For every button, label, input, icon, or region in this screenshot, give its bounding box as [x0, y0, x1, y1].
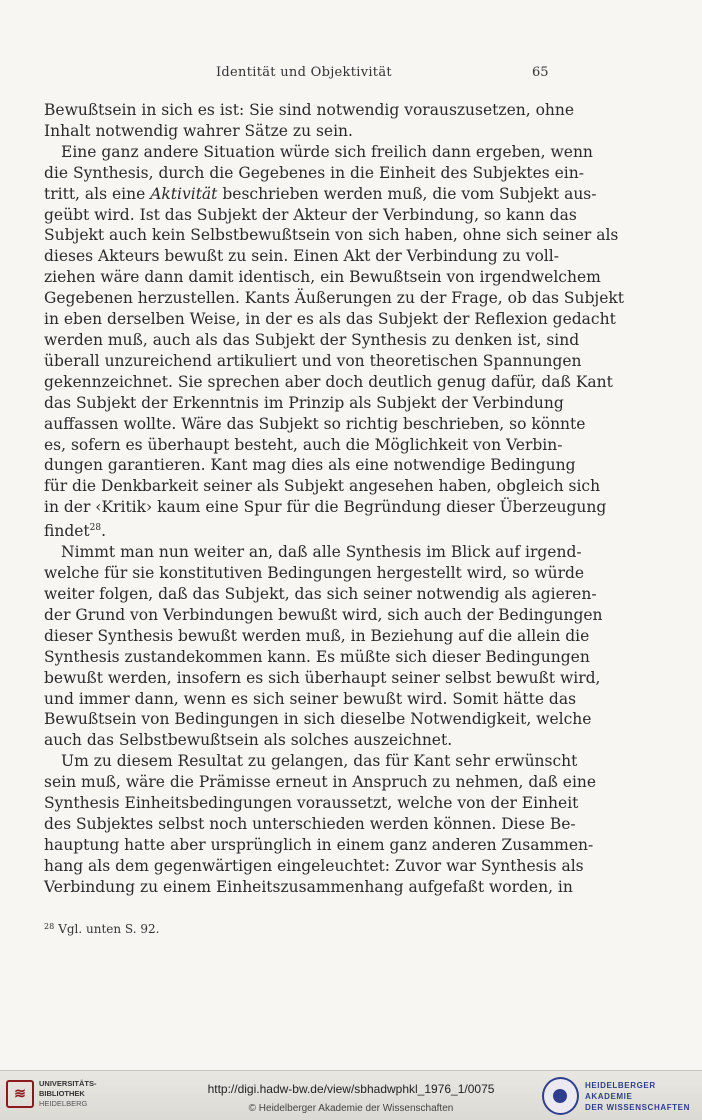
text-line: Bewußtsein in sich es ist: Sie sind notwendig vorauszusetzen, ohne — [44, 101, 575, 119]
body-text — [44, 100, 625, 898]
library-name-line: HEIDELBERG — [39, 1099, 88, 1108]
academy-logo[interactable] — [542, 1077, 702, 1115]
text-line: Nimmt man nun weiter an, daß alle Synthesis im Blick auf irgend- — [61, 543, 582, 562]
text-line: Bewußtsein von Bedingungen in sich dieselbe Notwendigkeit, welche — [44, 710, 592, 729]
text-line: auch das Selbstbewußtsein als solches auszeichnet. — [44, 731, 453, 750]
text-line: Eine ganz andere Situation würde sich freilich dann ergeben, wenn — [61, 142, 593, 161]
text-segment: findet — [44, 522, 90, 541]
footnote-text: Vgl. unten S. 92. — [58, 922, 160, 936]
footnote-number: 28 — [44, 922, 55, 931]
text-line: dieser Synthesis bewußt werden muß, in Beziehung auf die allein die — [44, 626, 590, 645]
footnote — [44, 922, 159, 936]
text-line: ziehen wäre dann damit identisch, ein Bewußtsein von irgendwelchem — [44, 268, 601, 287]
text-line: für die Denkbarkeit seiner als Subjekt angesehen haben, obgleich sich — [44, 477, 601, 496]
text-line: Synthesis zustandekommen kann. Es müßte sich dieser Bedingungen — [44, 647, 590, 666]
text-line: und immer dann, wenn es sich seiner bewußt wird. Somit hätte das — [44, 689, 577, 708]
copyright-notice: © Heidelberger Akademie der Wissenschaften — [248, 1103, 454, 1114]
text-segment: tritt, als eine — [44, 184, 146, 203]
text-line: es, sofern es überhaupt besteht, auch die Möglichkeit von Verbin- — [44, 435, 563, 454]
text-line: werden muß, auch als das Subjekt der Synthesis zu denken ist, sind — [44, 330, 580, 349]
text-line: Synthesis Einheitsbedingungen voraussetzt, welche von der Einheit — [44, 794, 579, 813]
text-line: überall unzureichend artikuliert und von theoretischen Spannungen — [44, 351, 582, 370]
text-line-with-footnote-ref — [44, 518, 544, 542]
text-segment: . — [101, 522, 107, 541]
text-line: in eben derselben Weise, in der es als das Subjekt der Reflexion gedacht — [44, 310, 616, 329]
text-line: hang als dem gegenwärtigen eingeleuchtet: Zuvor war Synthesis als — [44, 856, 584, 875]
text-line: das Subjekt der Erkenntnis im Prinzip als Subjekt der Verbindung — [44, 393, 564, 412]
academy-seal-icon — [542, 1077, 579, 1115]
text-segment: beschrieben werden muß, die vom Subjekt aus- — [222, 184, 597, 203]
text-line: sein muß, wäre die Prämisse erneut in Anspruch zu nehmen, daß eine — [44, 773, 597, 792]
emphasis-aktivitaet: Aktivität — [150, 184, 218, 203]
text-line: bewußt werden, insofern es sich überhaupt seiner selbst bewußt wird, — [44, 668, 601, 687]
text-line: Inhalt notwendig wahrer Sätze zu sein. — [44, 121, 353, 140]
footnote-reference: 28 — [89, 523, 102, 534]
footer-bar — [0, 1070, 702, 1120]
text-line: der Grund von Verbindungen bewußt wird, sich auch der Bedingungen — [44, 605, 603, 624]
text-line: geübt wird. Ist das Subjekt der Akteur der Verbindung, so kann das — [44, 205, 577, 224]
library-name-line: BIBLIOTHEK — [39, 1089, 85, 1098]
text-line: in der ‹Kritik› kaum eine Spur für die Begründung dieser Überzeugung — [44, 498, 607, 517]
text-line: weiter folgen, daß das Subjekt, das sich seiner notwendig als agieren- — [44, 585, 597, 603]
text-line: auffassen wollte. Wäre das Subjekt so richtig beschrieben, so könnte — [44, 414, 586, 433]
text-line: hauptung hatte aber ursprünglich in einem ganz anderen Zusammen- — [44, 835, 594, 854]
library-logo-icon: ≋ — [6, 1080, 34, 1108]
text-line-with-emphasis — [44, 184, 597, 205]
text-line: Subjekt auch kein Selbstbewußtsein von sich haben, ohne sich seiner als — [44, 226, 619, 245]
text-line: Gegebenen herzustellen. Kants Äußerungen zu der Frage, ob das Subjekt — [44, 289, 625, 308]
academy-name-line: DER WISSENSCHAFTEN — [584, 1102, 690, 1112]
text-line: welche für sie konstitutiven Bedingungen hergestellt wird, so würde — [44, 564, 585, 583]
text-line: Um zu diesem Resultat zu gelangen, das für Kant sehr erwünscht — [61, 752, 578, 771]
page-number: 65 — [532, 65, 549, 80]
text-line: Verbindung zu einem Einheitszusammenhang aufgefaßt worden, in — [44, 877, 573, 896]
permalink-url[interactable]: http://digi.hadw-bw.de/view/sbhadwphkl_1976_1/0075 — [207, 1082, 495, 1096]
text-line: des Subjektes selbst noch unterschieden werden können. Diese Be- — [44, 814, 576, 833]
text-line: die Synthesis, durch die Gegebenes in die Einheit des Subjektes ein- — [44, 163, 584, 182]
text-line: dungen garantieren. Kant mag dies als eine notwendige Bedingung — [44, 456, 576, 475]
text-line: dieses Akteurs bewußt zu sein. Einen Akt der Verbindung zu voll- — [44, 247, 559, 266]
running-title: Identität und Objektivität — [216, 65, 392, 80]
library-name-line: UNIVERSITÄTS- — [39, 1079, 97, 1088]
academy-name-line: HEIDELBERGER AKADEMIE — [584, 1080, 656, 1101]
text-line: gekennzeichnet. Sie sprechen aber doch deutlich genug dafür, daß Kant — [44, 372, 613, 391]
